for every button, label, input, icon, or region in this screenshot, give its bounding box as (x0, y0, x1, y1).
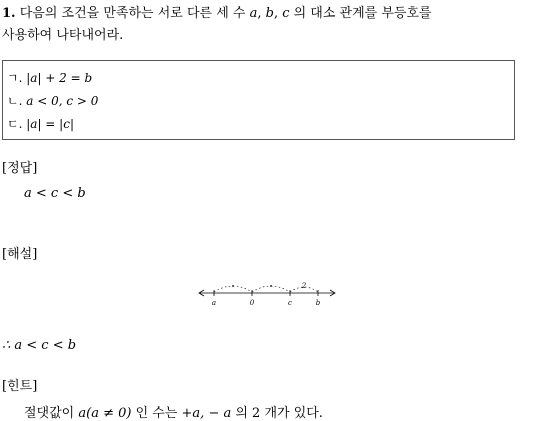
conditions-box (2, 60, 515, 140)
point-label-c: c (288, 299, 292, 307)
number-line-diagram (196, 278, 340, 308)
question-line2: 사용하여 나타내어라. (2, 28, 124, 43)
explanation-heading: [해설] (2, 247, 38, 262)
condition-3-label: ㄷ. (7, 117, 23, 131)
question-number: 1. (2, 6, 16, 21)
answer-heading: [정답] (2, 161, 38, 176)
answer-expr: a < c < b (24, 186, 86, 201)
condition-2-expr: a < 0, c > 0 (26, 94, 99, 108)
condition-1 (7, 70, 92, 86)
hint-heading: [힌트] (2, 379, 38, 394)
question-sep-2: , (273, 6, 283, 21)
hint-suffix: 의 2 개가 있다. (231, 406, 323, 421)
var-b: b (265, 6, 274, 21)
hint-expr-2: +a, − a (181, 406, 232, 421)
hint-expr-1: a(a ≠ 0) (78, 406, 132, 421)
arc-label: 2 (301, 282, 307, 290)
arc-midpoint-dot-1 (232, 285, 234, 287)
question-line1-suffix: 의 대소 관계를 부등호를 (289, 6, 432, 21)
question-line1-prefix: 다음의 조건을 만족하는 서로 다른 세 수 (19, 6, 250, 21)
arc-midpoint-dot-2 (270, 285, 272, 287)
condition-1-expr: |a| + 2 = b (26, 71, 93, 85)
question-text (2, 3, 530, 47)
hint-prefix: 절댓값이 (24, 406, 79, 421)
point-label-a: a (211, 299, 217, 307)
point-label-b: b (315, 299, 321, 307)
point-label-zero: 0 (249, 299, 255, 307)
conclusion-expr: ∴ a < c < b (2, 338, 77, 353)
var-c: c (282, 6, 290, 21)
condition-3 (7, 116, 74, 132)
hint-text (24, 402, 323, 421)
condition-1-label: ㄱ. (7, 71, 23, 85)
condition-2-label: ㄴ. (7, 94, 23, 108)
condition-2 (7, 93, 98, 109)
condition-3-expr: |a| = |c| (26, 117, 74, 131)
var-a: a (249, 6, 258, 21)
hint-mid: 인 수는 (131, 406, 182, 421)
question-sep-1: , (257, 6, 266, 21)
